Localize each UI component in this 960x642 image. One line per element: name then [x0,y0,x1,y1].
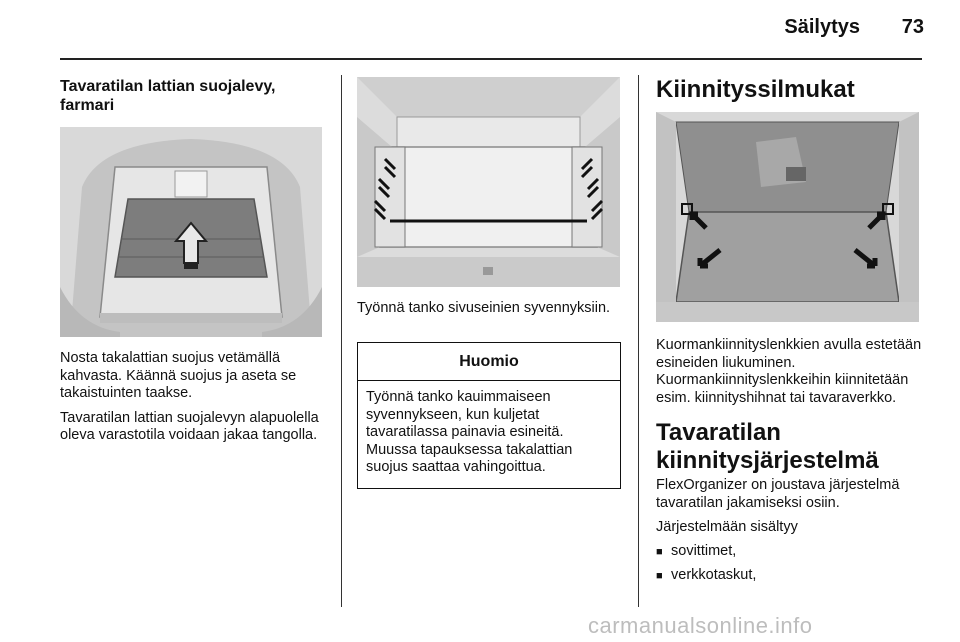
list-item-text: verkkotaskut, [671,567,757,583]
paragraph-tie-downs: Kuormankiinnityslenkkien avulla estetään esineiden liukuminen. Kuormankiinnityslenkkeihin kiinnitetään esim. kiinnityshihnat tai tavaraverkko. [656,337,922,406]
bullet-list [656,543,926,586]
section-heading-floor-cover: Tavaratilan lattian suojalevy, farmari [60,78,276,114]
middle-column-text [357,300,627,318]
header-divider [60,58,922,60]
caption-rod: Työnnä tanko sivuseinien syvennyksiin. [357,300,611,316]
page-header-title: Säilytys [784,16,860,38]
bullet-square-icon: ■ [656,570,663,582]
notice-title: Huomio [358,343,620,381]
list-item [656,567,926,586]
illustration-floor-cover [60,127,322,337]
notice-body: Työnnä tanko kauimmaiseen syvennykseen, kun kuljetat tavaratilassa painavia esineitä. Muussa tapauksessa takalattian suojus saattaa vahingoittua. [366,389,573,475]
illustration-tie-down-eyes [656,112,919,322]
section-heading-cargo-system: Tavaratilan kiinnitysjärjestelmä [656,419,879,474]
list-item-text: sovittimet, [671,542,737,559]
paragraph-system-includes: Järjestelmään sisältyy [656,519,798,535]
section-heading-tie-downs: Kiinnityssilmukat [656,76,855,103]
column-divider-left [341,75,342,607]
notice-box [357,342,621,489]
left-column [60,77,328,115]
paragraph-storage: Tavaratilan lattian suojalevyn alapuolella oleva varastotila voidaan jakaa tangolla. [60,409,319,443]
illustration-rod-recesses [357,77,620,287]
left-column-text [60,350,330,445]
paragraph-lift-cover: Nosta takalattian suojus vetämällä kahvasta. Käännä suojus ja aseta se takaistuinten taakse. [60,350,297,401]
right-column-text [656,337,926,586]
list-item [656,543,926,562]
paragraph-flexorganizer: FlexOrganizer on joustava järjestelmä tavaratilan jakamiseksi osiin. [656,477,900,511]
bullet-square-icon: ■ [656,545,663,558]
right-column [656,76,926,104]
page-number: 73 [901,16,924,38]
column-divider-right [638,75,639,607]
watermark: carmanualsonline.info [588,613,813,638]
